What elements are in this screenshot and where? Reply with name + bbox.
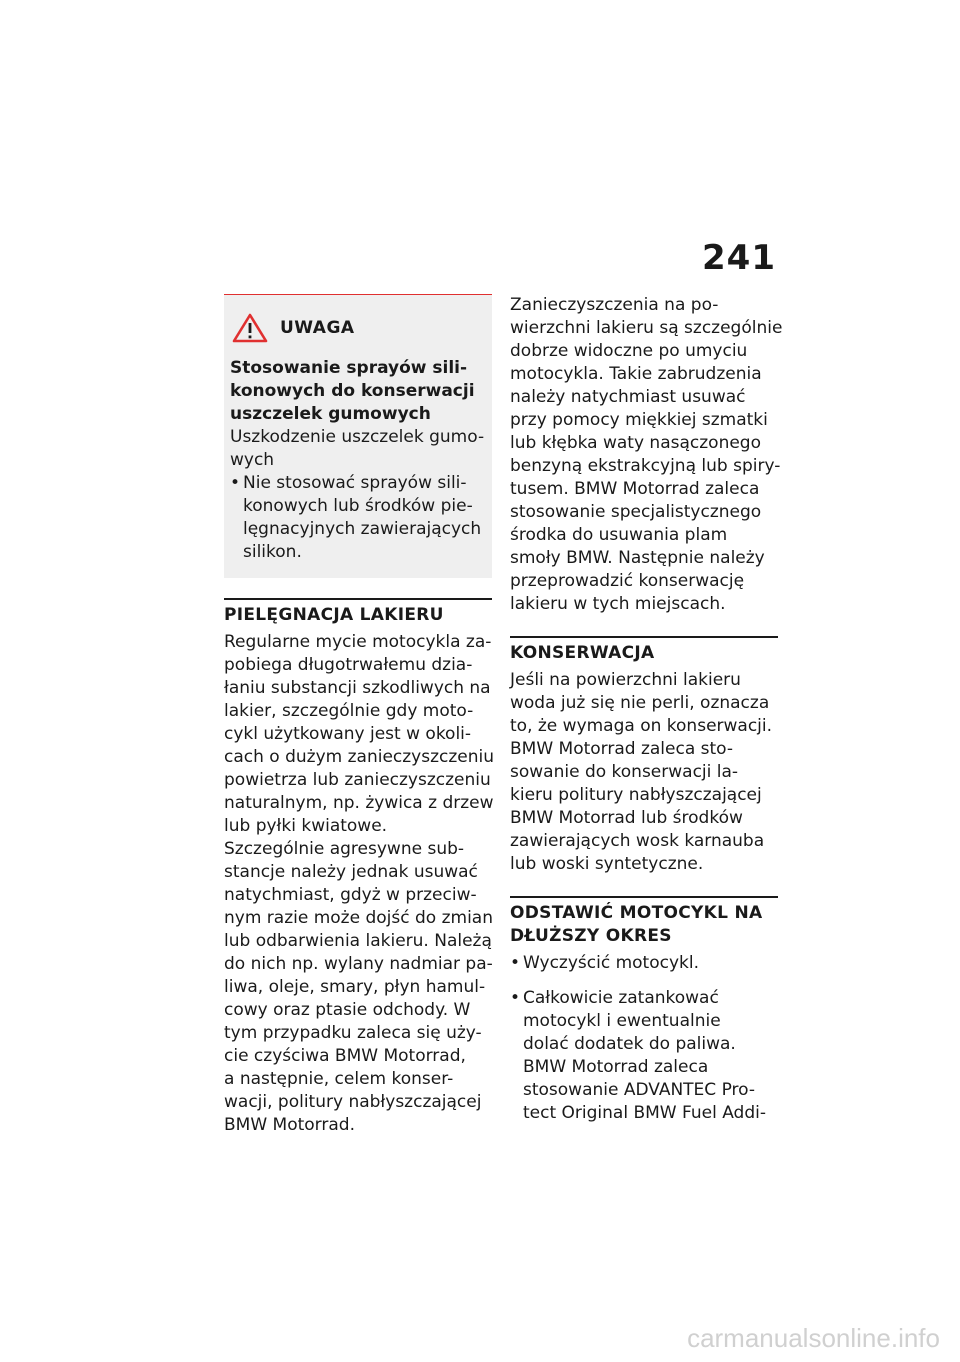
storage-heading-line: DŁUŻSZY OKRES <box>510 926 672 946</box>
text-line: środka do usuwania plam <box>510 525 728 545</box>
text-line: smoły BMW. Następnie należy <box>510 548 765 568</box>
warning-heading <box>230 357 486 426</box>
warning-triangle-icon <box>232 313 268 343</box>
text-line: to, że wymaga on konserwacji. <box>510 716 773 736</box>
bullet-icon: • <box>230 473 241 493</box>
text-line: lub odbarwienia lakieru. Należą <box>224 931 492 951</box>
stain-removal-paragraph <box>510 294 783 616</box>
text-line: natychmiast, gdyż w przeciw- <box>224 885 477 905</box>
left-column <box>224 294 495 1137</box>
warning-heading-line: uszczelek gumowych <box>230 404 431 424</box>
warning-heading-line: konowych do konserwacji <box>230 381 475 401</box>
right-column <box>510 294 783 1125</box>
text-line: a następnie, celem konser- <box>224 1069 454 1089</box>
warning-box <box>224 294 492 578</box>
text-line: cykl użytkowany jest w okoli- <box>224 724 472 744</box>
paint-care-paragraph <box>224 631 495 1137</box>
storage-heading-line: ODSTAWIĆ MOTOCYKL NA <box>510 903 763 923</box>
text-line: Zanieczyszczenia na po- <box>510 295 719 315</box>
warning-title: UWAGA <box>280 318 355 338</box>
text-line: BMW Motorrad zaleca <box>523 1057 709 1077</box>
section-heading-paint-care: PIELĘGNACJA LAKIERU <box>224 598 492 627</box>
text-line: lub kłębka waty nasączonego <box>510 433 761 453</box>
text-line: wierzchni lakieru są szczególnie <box>510 318 783 338</box>
text-line: Regularne mycie motocykla za- <box>224 632 492 652</box>
warning-header <box>230 313 486 343</box>
text-line: naturalnym, np. żywica z drzew <box>224 793 494 813</box>
text-line: sowanie do konserwacji la- <box>510 762 739 782</box>
text-line: należy natychmiast usuwać <box>510 387 746 407</box>
storage-bullet-clean <box>510 952 778 975</box>
text-line: tect Original BMW Fuel Addi- <box>523 1103 766 1123</box>
text-line: benzyną ekstrakcyjną lub spiry- <box>510 456 781 476</box>
bullet-icon: • <box>510 988 521 1008</box>
bullet-icon: • <box>510 953 521 973</box>
text-line: dobrze widoczne po umyciu <box>510 341 748 361</box>
site-watermark: carmanualsonline.info <box>687 1323 940 1353</box>
text-line: motocykl i ewentualnie <box>523 1011 721 1031</box>
text-line: motocykla. Takie zabrudzenia <box>510 364 762 384</box>
section-heading-conservation: KONSERWACJA <box>510 636 778 665</box>
page-number: 241 <box>702 238 776 278</box>
text-line: BMW Motorrad zaleca sto- <box>510 739 734 759</box>
warning-body-line: wych <box>230 450 275 470</box>
warning-bullet-line: silikon. <box>243 542 302 562</box>
storage-bullet-fuel <box>510 987 778 1125</box>
text-line: tusem. BMW Motorrad zaleca <box>510 479 760 499</box>
text-line: stosowanie ADVANTEC Pro- <box>523 1080 755 1100</box>
text-line: BMW Motorrad lub środków <box>510 808 743 828</box>
text-line: woda już się nie perli, oznacza <box>510 693 770 713</box>
warning-bullet-line: konowych lub środków pie- <box>243 496 473 516</box>
text-line: łaniu substancji szkodliwych na <box>224 678 491 698</box>
warning-bullet-line: lęgnacyjnych zawierających <box>243 519 482 539</box>
text-line: lakieru w tych miejscach. <box>510 594 726 614</box>
text-line: cowy oraz ptasie odchody. W <box>224 1000 471 1020</box>
text-line: dolać dodatek do paliwa. <box>523 1034 736 1054</box>
text-line: Szczególnie agresywne sub- <box>224 839 465 859</box>
text-line: kieru politury nabłyszczającej <box>510 785 762 805</box>
text-line: lub pyłki kwiatowe. <box>224 816 388 836</box>
text-line: Jeśli na powierzchni lakieru <box>510 670 741 690</box>
conservation-paragraph <box>510 669 778 876</box>
text-line: pobiega długotrwałemu dzia- <box>224 655 473 675</box>
warning-body-line: Uszkodzenie uszczelek gumo- <box>230 427 485 447</box>
text-line: stancje należy jednak usuwać <box>224 862 478 882</box>
text-line: lakier, szczególnie gdy moto- <box>224 701 474 721</box>
text-line: cie czyściwa BMW Motorrad, <box>224 1046 466 1066</box>
warning-bullet-line: Nie stosować sprayów sili- <box>243 473 467 493</box>
text-line: nym razie może dojść do zmian <box>224 908 493 928</box>
warning-heading-line: Stosowanie sprayów sili- <box>230 358 468 378</box>
warning-bullet <box>230 472 486 564</box>
text-line: cach o dużym zanieczyszczeniu <box>224 747 495 767</box>
text-line: tym przypadku zaleca się uży- <box>224 1023 482 1043</box>
text-line: przy pomocy miękkiej szmatki <box>510 410 768 430</box>
text-line: do nich np. wylany nadmiar pa- <box>224 954 493 974</box>
text-line: Wyczyścić motocykl. <box>523 953 699 973</box>
text-line: powietrza lub zanieczyszczeniu <box>224 770 491 790</box>
text-line: Całkowicie zatankować <box>523 988 719 1008</box>
text-line: BMW Motorrad. <box>224 1115 355 1135</box>
text-line: stosowanie specjalistycznego <box>510 502 762 522</box>
text-line: lub woski syntetyczne. <box>510 854 704 874</box>
warning-body <box>230 426 486 472</box>
text-line: zawierających wosk karnauba <box>510 831 765 851</box>
section-heading-storage <box>510 896 778 948</box>
text-line: przeprowadzić konserwację <box>510 571 745 591</box>
text-line: wacji, politury nabłyszczającej <box>224 1092 482 1112</box>
text-line: liwa, oleje, smary, płyn hamul- <box>224 977 486 997</box>
